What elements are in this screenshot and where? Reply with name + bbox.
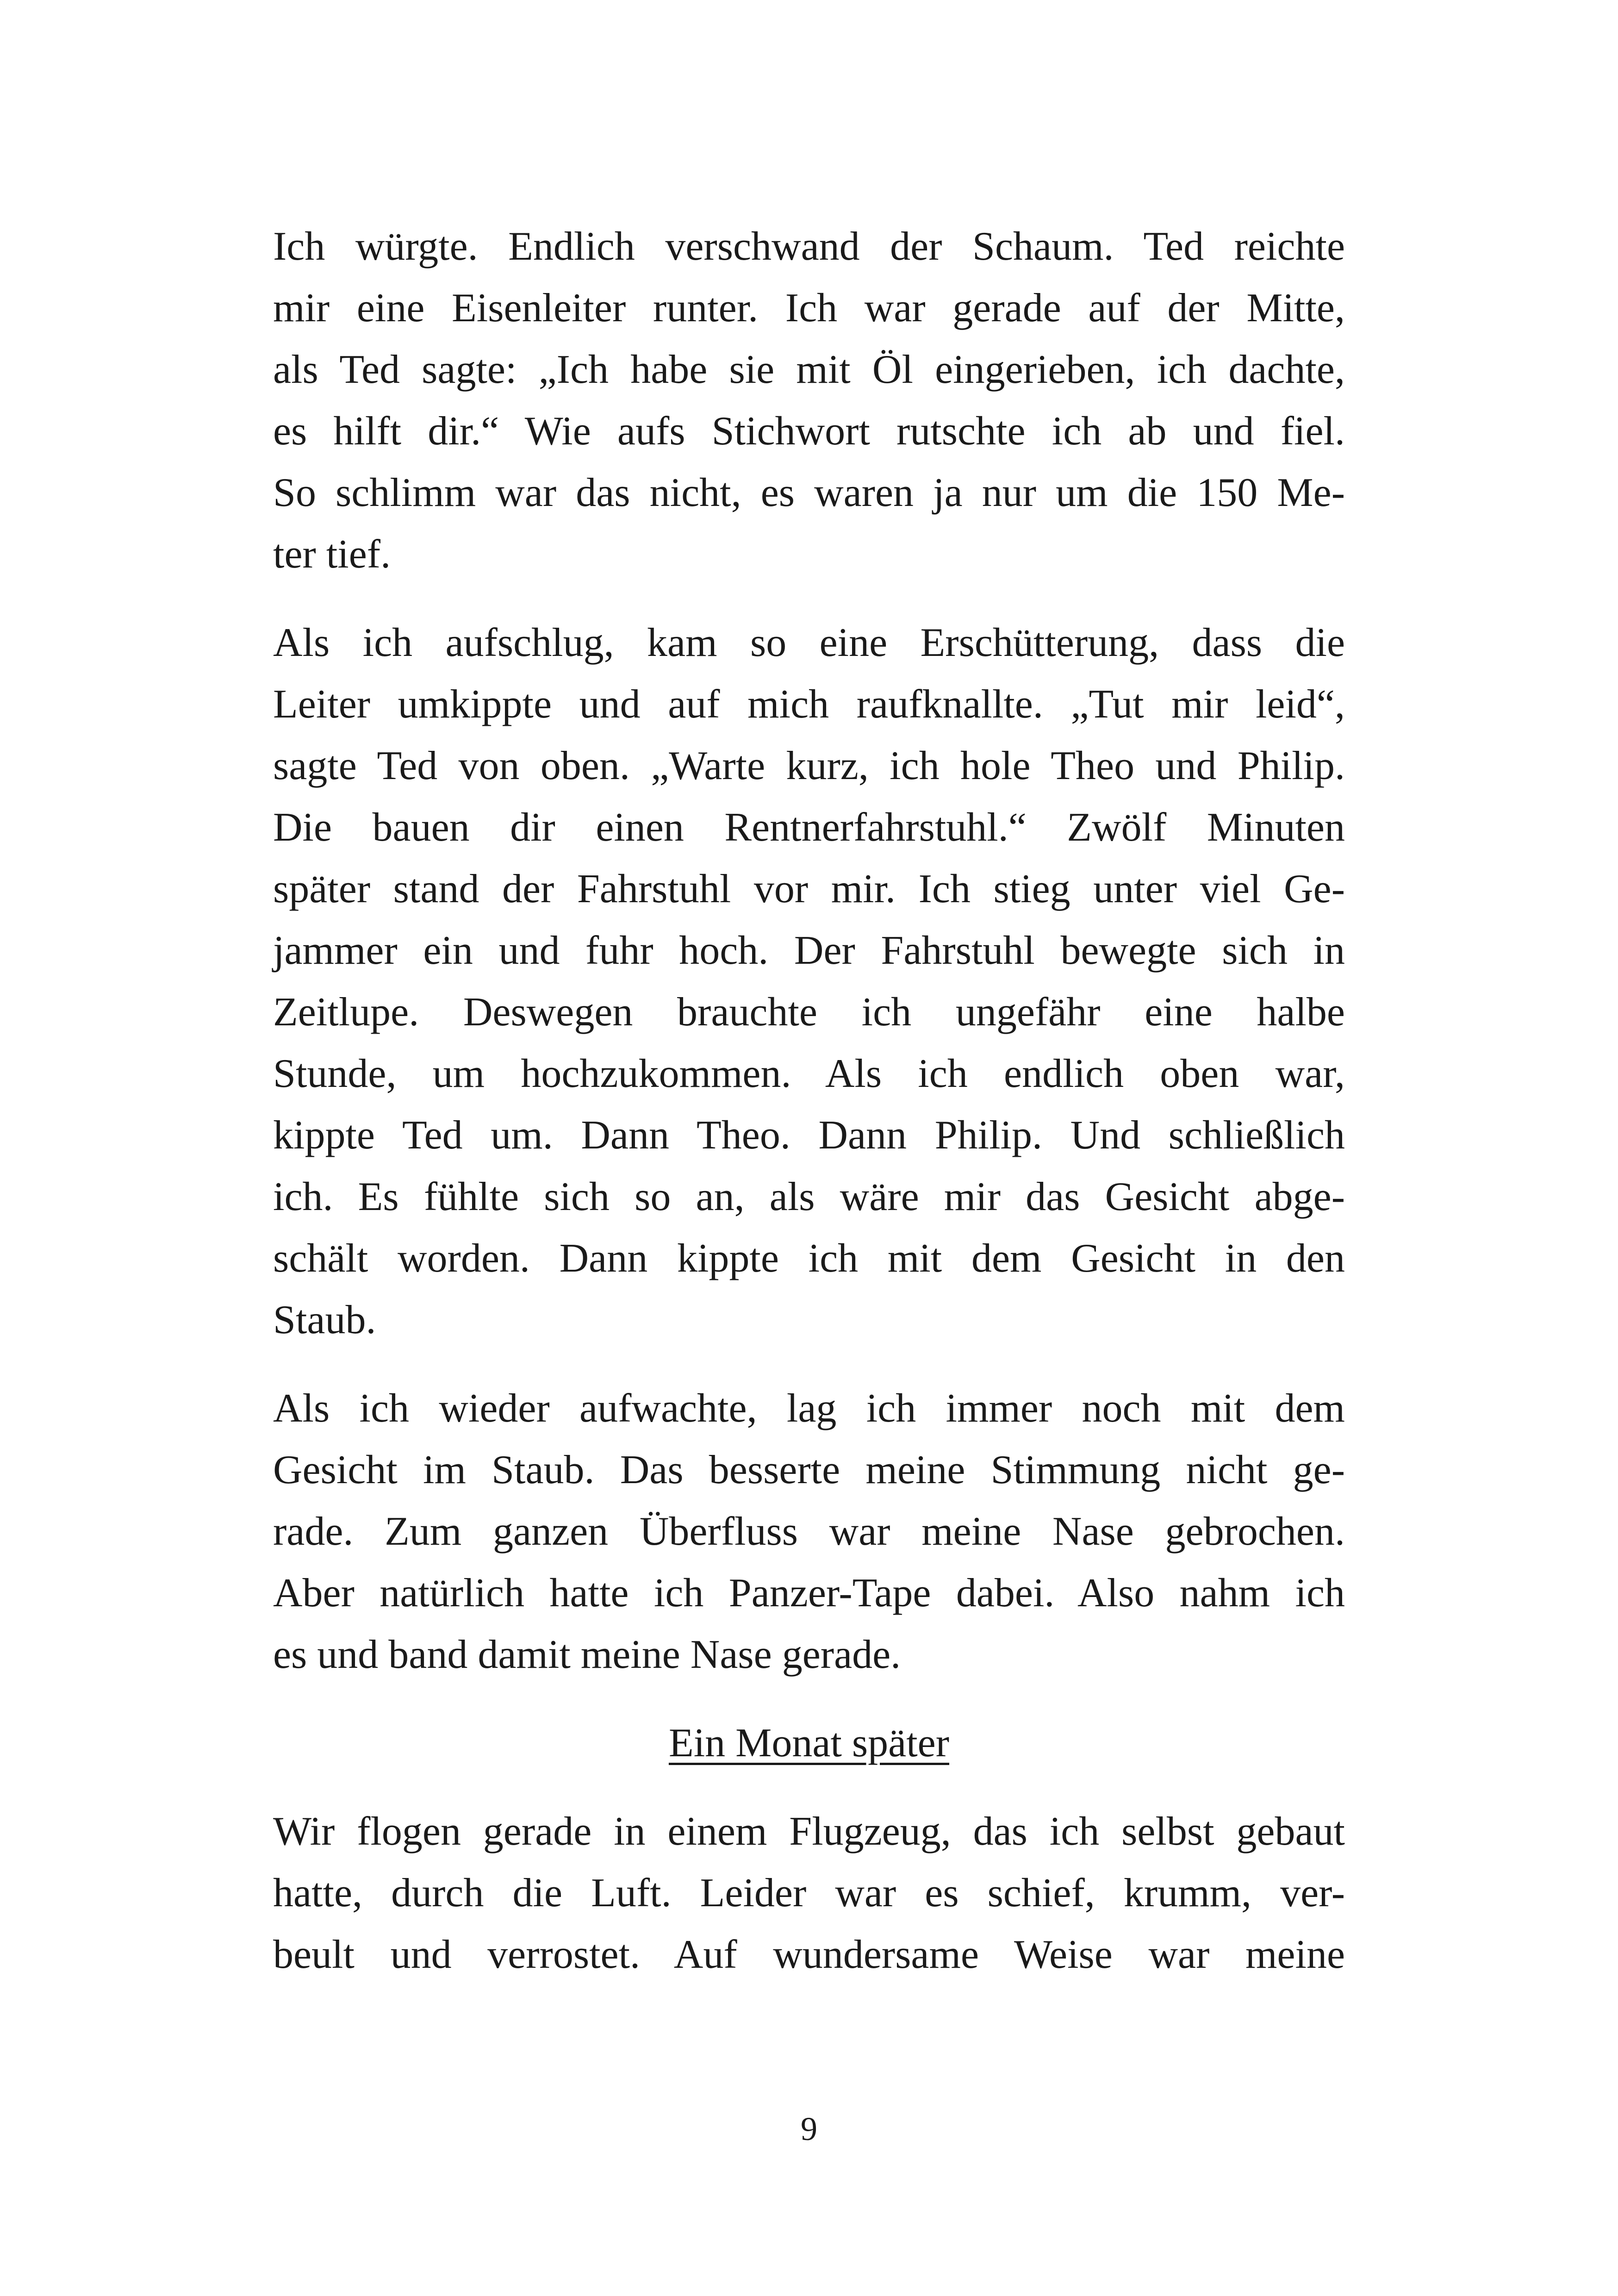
text-line: Gesicht im Staub. Das besserte meine Stimmung nicht ge-	[273, 1447, 1345, 1492]
text-line: mir eine Eisenleiter runter. Ich war gerade auf der Mitte,	[273, 286, 1345, 331]
paragraph-2	[273, 612, 1345, 1351]
text-line: Wir flogen gerade in einem Flugzeug, das ich selbst gebaut	[273, 1809, 1345, 1854]
text-line: Als ich wieder aufwachte, lag ich immer noch mit dem	[273, 1386, 1345, 1431]
text-line: ich. Es fühlte sich so an, als wäre mir das Gesicht abge-	[273, 1174, 1345, 1219]
text-line: hatte, durch die Luft. Leider war es schief, krumm, ver-	[273, 1871, 1345, 1915]
text-line: sagte Ted von oben. „Warte kurz, ich hole Theo und Philip.	[273, 743, 1345, 788]
paragraph-1	[273, 216, 1345, 585]
text-line: Stunde, um hochzukommen. Als ich endlich oben war,	[273, 1051, 1345, 1096]
page-number: 9	[801, 2110, 817, 2147]
paragraph-3	[273, 1378, 1345, 1685]
text-line: Aber natürlich hatte ich Panzer-Tape dabei. Also nahm ich	[273, 1571, 1345, 1616]
text-line: Leiter umkippte und auf mich raufknallte. „Tut mir leid“,	[273, 682, 1345, 727]
text-line: es und band damit meine Nase gerade.	[273, 1632, 901, 1677]
text-line: Staub.	[273, 1298, 376, 1342]
text-line: als Ted sagte: „Ich habe sie mit Öl eingerieben, ich dachte,	[273, 347, 1345, 392]
text-line: So schlimm war das nicht, es waren ja nur um die 150 Me-	[273, 470, 1345, 515]
text-line: schält worden. Dann kippte ich mit dem Gesicht in den	[273, 1236, 1345, 1281]
text-line: kippte Ted um. Dann Theo. Dann Philip. Und schließlich	[273, 1113, 1345, 1158]
paragraph-4	[273, 1801, 1345, 1985]
text-line: Zeitlupe. Deswegen brauchte ich ungefähr eine halbe	[273, 990, 1345, 1035]
text-line: rade. Zum ganzen Überfluss war meine Nase gebrochen.	[273, 1509, 1345, 1554]
text-line: Als ich aufschlug, kam so eine Erschütterung, dass die	[273, 620, 1345, 665]
text-line: Die bauen dir einen Rentnerfahrstuhl.“ Zwölf Minuten	[273, 805, 1345, 850]
text-line: Ich würgte. Endlich verschwand der Schaum. Ted reichte	[273, 224, 1345, 269]
text-line: es hilft dir.“ Wie aufs Stichwort rutschte ich ab und fiel.	[273, 409, 1345, 454]
text-line: ter tief.	[273, 532, 391, 577]
text-line: später stand der Fahrstuhl vor mir. Ich stieg unter viel Ge-	[273, 867, 1345, 911]
section-heading: Ein Monat später	[668, 1721, 950, 1766]
text-line: beult und verrostet. Auf wundersame Weise war meine	[273, 1932, 1345, 1977]
body-text	[273, 216, 1345, 1985]
text-line: jammer ein und fuhr hoch. Der Fahrstuhl bewegte sich in	[273, 928, 1345, 973]
